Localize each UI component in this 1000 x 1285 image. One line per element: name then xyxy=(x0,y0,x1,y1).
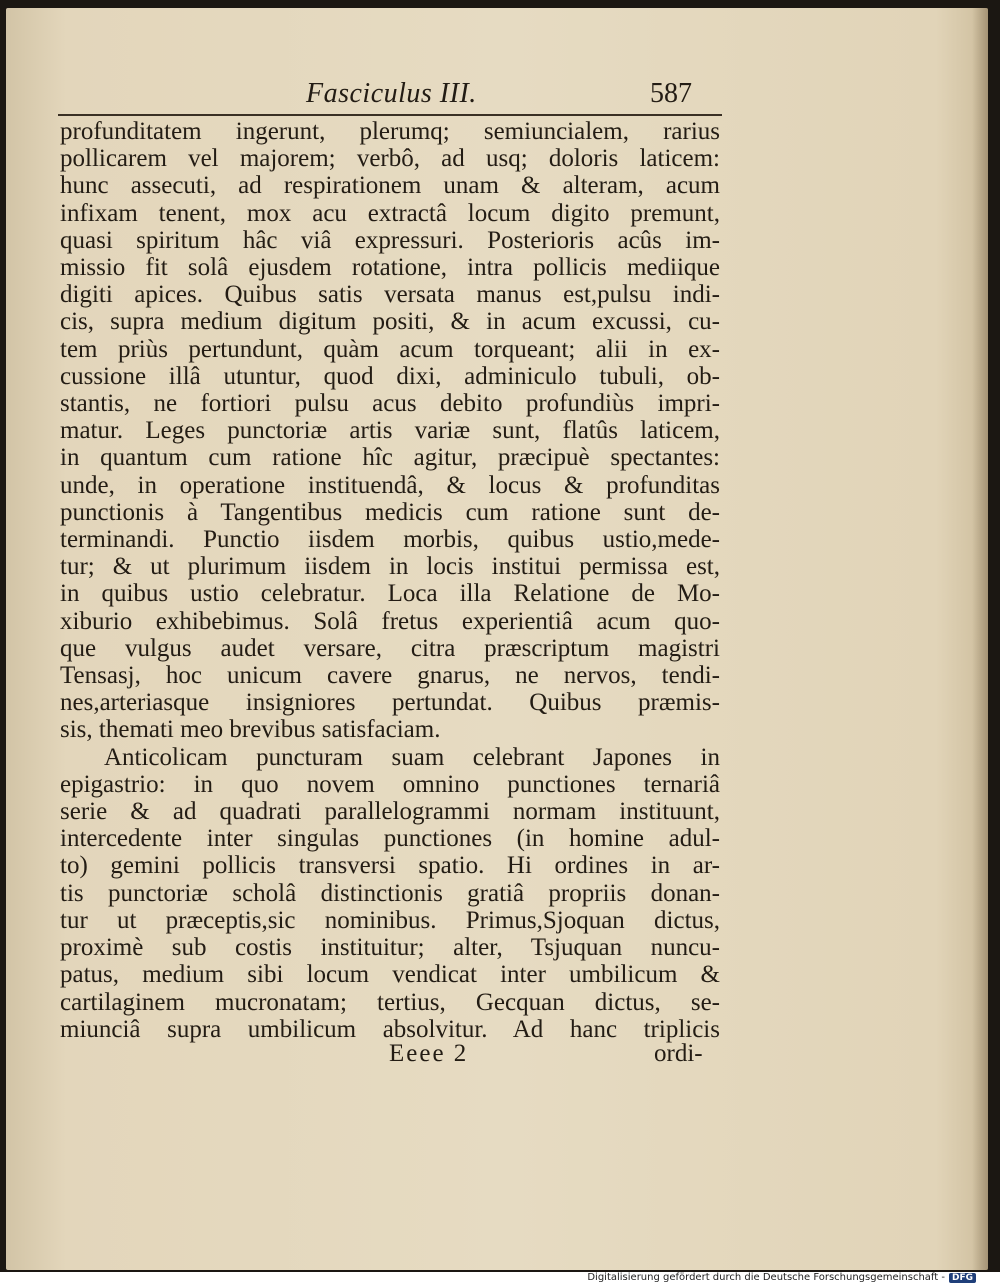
text-line: hunc assecuti, ad respirationem unam & alteram, acum xyxy=(60,172,720,200)
digitization-credit xyxy=(587,1272,976,1283)
credit-text: Digitalisierung gefördert durch die Deutsche Forschungsgemeinschaft - xyxy=(587,1272,945,1283)
text-line: matur. Leges punctoriæ artis variæ sunt, flatûs laticem, xyxy=(60,417,720,445)
text-line: nes,arteriasque insigniores pertundat. Quibus præmis- xyxy=(60,689,720,717)
text-line: in quibus ustio celebratur. Loca illa Relatione de Mo- xyxy=(60,580,720,608)
catchword: ordi- xyxy=(654,1040,703,1067)
text-line: missio fit solâ ejusdem rotatione, intra pollicis mediique xyxy=(60,254,720,282)
running-title: Fasciculus III. xyxy=(306,78,477,109)
text-line: xiburio exhibebimus. Solâ fretus experientiâ acum quo- xyxy=(60,607,720,635)
text-line: miunciâ supra umbilicum absolvitur. Ad hanc triplicis xyxy=(60,1015,720,1043)
signature-mark: Eeee 2 xyxy=(389,1040,469,1067)
text-line: profunditatem ingerunt, plerumq; semiuncialem, rarius xyxy=(60,118,720,145)
text-line: quasi spiritum hâc viâ expressuri. Posterioris acûs im- xyxy=(60,226,720,254)
page-number: 587 xyxy=(650,78,692,109)
text-line: que vulgus audet versare, citra præscriptum magistri xyxy=(60,634,720,662)
text-line: cartilaginem mucronatam; tertius, Gecquan dictus, se- xyxy=(60,988,720,1016)
text-line: stantis, ne fortiori pulsu acus debito profundiùs impri- xyxy=(60,390,720,418)
text-line: proximè sub costis instituitur; alter, Tsjuquan nuncu- xyxy=(60,934,720,962)
text-line: pollicarem vel majorem; verbô, ad usq; doloris laticem: xyxy=(60,145,720,173)
text-line: tur; & ut plurimum iisdem in locis institui permissa est, xyxy=(60,553,720,581)
text-line: unde, in operatione instituendâ, & locus & profunditas xyxy=(60,471,720,499)
header-rule xyxy=(58,114,722,116)
text-line: terminandi. Punctio iisdem morbis, quibus ustio,mede- xyxy=(60,526,720,554)
text-line: punctionis à Tangentibus medicis cum ratione sunt de- xyxy=(60,498,720,526)
text-line: to) gemini pollicis transversi spatio. Hi ordines in ar- xyxy=(60,852,720,880)
text-line: intercedente inter singulas punctiones (in homine adul- xyxy=(60,825,720,853)
text-line: Tensasj, hoc unicum cavere gnarus, ne nervos, tendi- xyxy=(60,662,720,690)
text-line: in quantum cum ratione hîc agitur, præcipuè spectantes: xyxy=(60,444,720,472)
text-line: digiti apices. Quibus satis versata manus est,pulsu indi- xyxy=(60,281,720,309)
text-line: patus, medium sibi locum vendicat inter umbilicum & xyxy=(60,961,720,989)
page-edge-shadow xyxy=(972,8,988,1270)
text-line: sis, themati meo brevibus satisfaciam. xyxy=(60,716,441,744)
text-line: epigastrio: in quo novem omnino punctiones ternariâ xyxy=(60,770,720,798)
text-line: cis, supra medium digitum positi, & in acum excussi, cu- xyxy=(60,308,720,336)
book-page xyxy=(6,8,988,1270)
dfg-logo-icon: DFG xyxy=(949,1273,976,1283)
text-line: tis punctoriæ scholâ distinctionis gratiâ propriis donan- xyxy=(60,879,720,907)
text-line: tur ut præceptis,sic nominibus. Primus,Sjoquan dictus, xyxy=(60,906,720,934)
text-line: infixam tenent, mox acu extractâ locum digito premunt, xyxy=(60,199,720,227)
body-text xyxy=(60,118,720,1043)
text-line: serie & ad quadrati parallelogrammi normam instituunt, xyxy=(60,798,720,826)
text-line: cussione illâ utuntur, quod dixi, adminiculo tubuli, ob- xyxy=(60,362,720,390)
text-line: tem priùs pertundunt, quàm acum torqueant; alii in ex- xyxy=(60,335,720,363)
text-line: Anticolicam puncturam suam celebrant Japones in xyxy=(104,743,720,771)
